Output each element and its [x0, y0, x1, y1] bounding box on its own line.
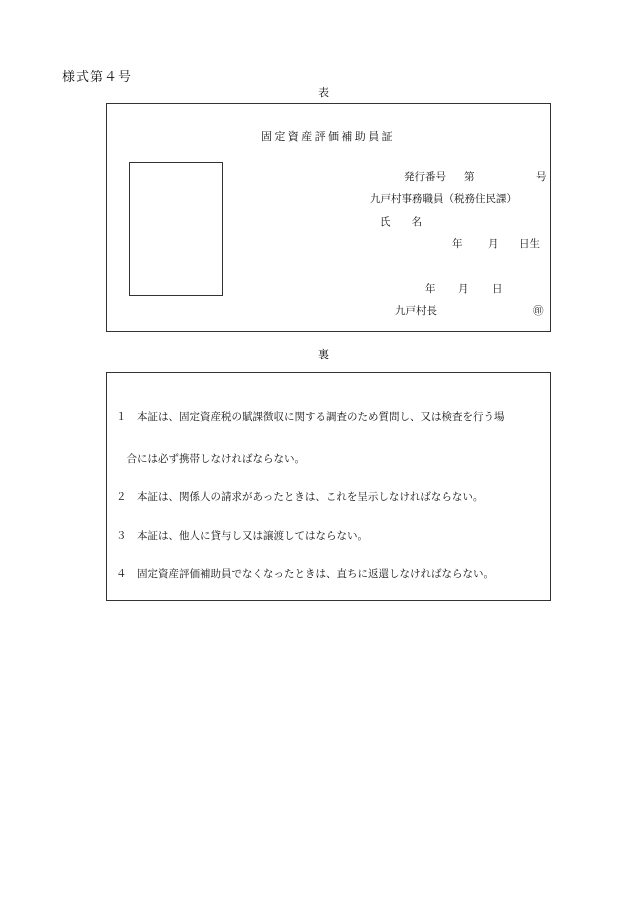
- form-number: 様式第４号: [62, 70, 133, 85]
- front-side-label: 表: [318, 86, 329, 99]
- issue-number-label: 発行番号: [404, 171, 446, 183]
- birth-year: 年: [452, 238, 463, 250]
- seal-mark: ㊞: [533, 305, 544, 317]
- birth-month: 月: [488, 238, 499, 250]
- photo-placeholder: [129, 162, 223, 296]
- issue-date-day: 日: [492, 283, 503, 295]
- back-item-1-continued: 合には必ず携帯しなければならない。: [116, 453, 305, 465]
- issuer: 九戸村長: [395, 305, 437, 317]
- affiliation: 九戸村事務職員（税務住民課）: [370, 193, 517, 205]
- issue-date-month: 月: [458, 283, 469, 295]
- back-side-label: 裏: [318, 348, 329, 361]
- id-card-back: [106, 372, 551, 601]
- back-item-3: ３ 本証は、他人に貸与し又は譲渡してはならない。: [116, 530, 368, 542]
- issue-number-suffix: 号: [536, 171, 547, 183]
- issue-number-prefix: 第: [464, 171, 475, 183]
- name-label: 氏 名: [380, 216, 422, 228]
- birth-day: 日生: [519, 238, 540, 250]
- back-item-2: ２ 本証は、関係人の請求があったときは、これを呈示しなければならない。: [116, 491, 484, 503]
- id-card-front: [106, 103, 551, 332]
- issue-date-year: 年: [425, 283, 436, 295]
- back-item-1: １ 本証は、固定資産税の賦課徴収に関する調査のため質問し、又は検査を行う場: [116, 411, 505, 423]
- card-title: 固定資産評価補助員証: [261, 130, 395, 143]
- back-item-4: ４ 固定資産評価補助員でなくなったときは、直ちに返還しなければならない。: [116, 568, 494, 580]
